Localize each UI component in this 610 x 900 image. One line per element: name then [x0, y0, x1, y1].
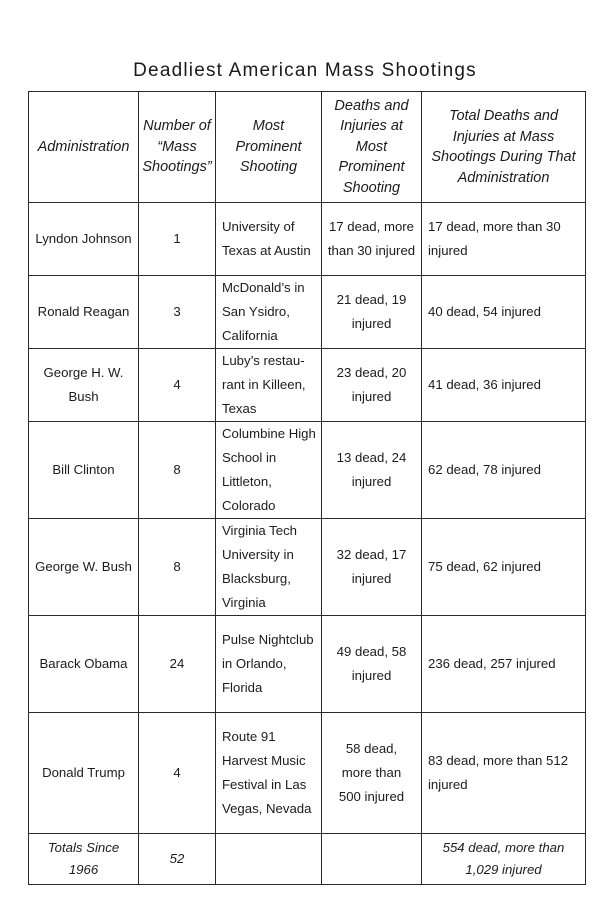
header-deaths-injuries: Deaths and Injuries at Most Prominent Shooting — [322, 92, 422, 203]
administration-cell: Ronald Reagan — [29, 276, 139, 349]
count-cell: 24 — [139, 616, 216, 713]
shooting-cell: Columbine High School in Littleton, Colorado — [216, 422, 322, 519]
casualties-cell: 49 dead, 58 injured — [322, 616, 422, 713]
shooting-cell: Virginia Tech University in Blacksburg, Virginia — [216, 519, 322, 616]
shooting-cell: McDonald’s in San Ysidro, California — [216, 276, 322, 349]
header-row — [29, 92, 586, 203]
header-total-deaths-injuries: Total Deaths and Injuries at Mass Shootings During That Administration — [422, 92, 586, 203]
header-number-of-shootings: Number of “Mass Shootings” — [139, 92, 216, 203]
totals-cell: 62 dead, 78 injured — [422, 422, 586, 519]
table-row — [29, 422, 586, 519]
totals-cell: 40 dead, 54 injured — [422, 276, 586, 349]
shooting-cell: University of Texas at Austin — [216, 203, 322, 276]
casualties-cell: 23 dead, 20 injured — [322, 349, 422, 422]
table-row — [29, 713, 586, 834]
casualties-cell: 17 dead, more than 30 injured — [322, 203, 422, 276]
table-row — [29, 616, 586, 713]
shooting-cell: Pulse Nightclub in Orlando, Florida — [216, 616, 322, 713]
totals-grand-cell: 554 dead, more than 1,029 injured — [422, 834, 586, 885]
casualties-cell: 58 dead, more than 500 injured — [322, 713, 422, 834]
table-row — [29, 276, 586, 349]
casualties-cell: 32 dead, 17 injured — [322, 519, 422, 616]
totals-count-cell: 52 — [139, 834, 216, 885]
page-title: Deadliest American Mass Shootings — [133, 60, 477, 81]
administration-cell: Bill Clinton — [29, 422, 139, 519]
shootings-table — [28, 91, 586, 885]
totals-shooting-cell — [216, 834, 322, 885]
header-administration: Administration — [29, 92, 139, 203]
totals-cell: 83 dead, more than 512 injured — [422, 713, 586, 834]
count-cell: 4 — [139, 713, 216, 834]
count-cell: 8 — [139, 422, 216, 519]
table-row — [29, 349, 586, 422]
table-row — [29, 519, 586, 616]
count-cell: 1 — [139, 203, 216, 276]
header-most-prominent: Most Prominent Shooting — [216, 92, 322, 203]
totals-label-cell: Totals Since 1966 — [29, 834, 139, 885]
totals-cell: 75 dead, 62 injured — [422, 519, 586, 616]
totals-cell: 17 dead, more than 30 injured — [422, 203, 586, 276]
totals-cell: 41 dead, 36 injured — [422, 349, 586, 422]
administration-cell: George W. Bush — [29, 519, 139, 616]
shooting-cell: Route 91 Harvest Music Festival in Las Vegas, Nevada — [216, 713, 322, 834]
administration-cell: Lyndon Johnson — [29, 203, 139, 276]
totals-casualties-cell — [322, 834, 422, 885]
table-row — [29, 203, 586, 276]
administration-cell: Donald Trump — [29, 713, 139, 834]
count-cell: 8 — [139, 519, 216, 616]
casualties-cell: 21 dead, 19 injured — [322, 276, 422, 349]
count-cell: 3 — [139, 276, 216, 349]
totals-row — [29, 834, 586, 885]
count-cell: 4 — [139, 349, 216, 422]
administration-cell: George H. W. Bush — [29, 349, 139, 422]
casualties-cell: 13 dead, 24 injured — [322, 422, 422, 519]
shooting-cell: Luby’s restau-rant in Killeen, Texas — [216, 349, 322, 422]
totals-cell: 236 dead, 257 injured — [422, 616, 586, 713]
administration-cell: Barack Obama — [29, 616, 139, 713]
